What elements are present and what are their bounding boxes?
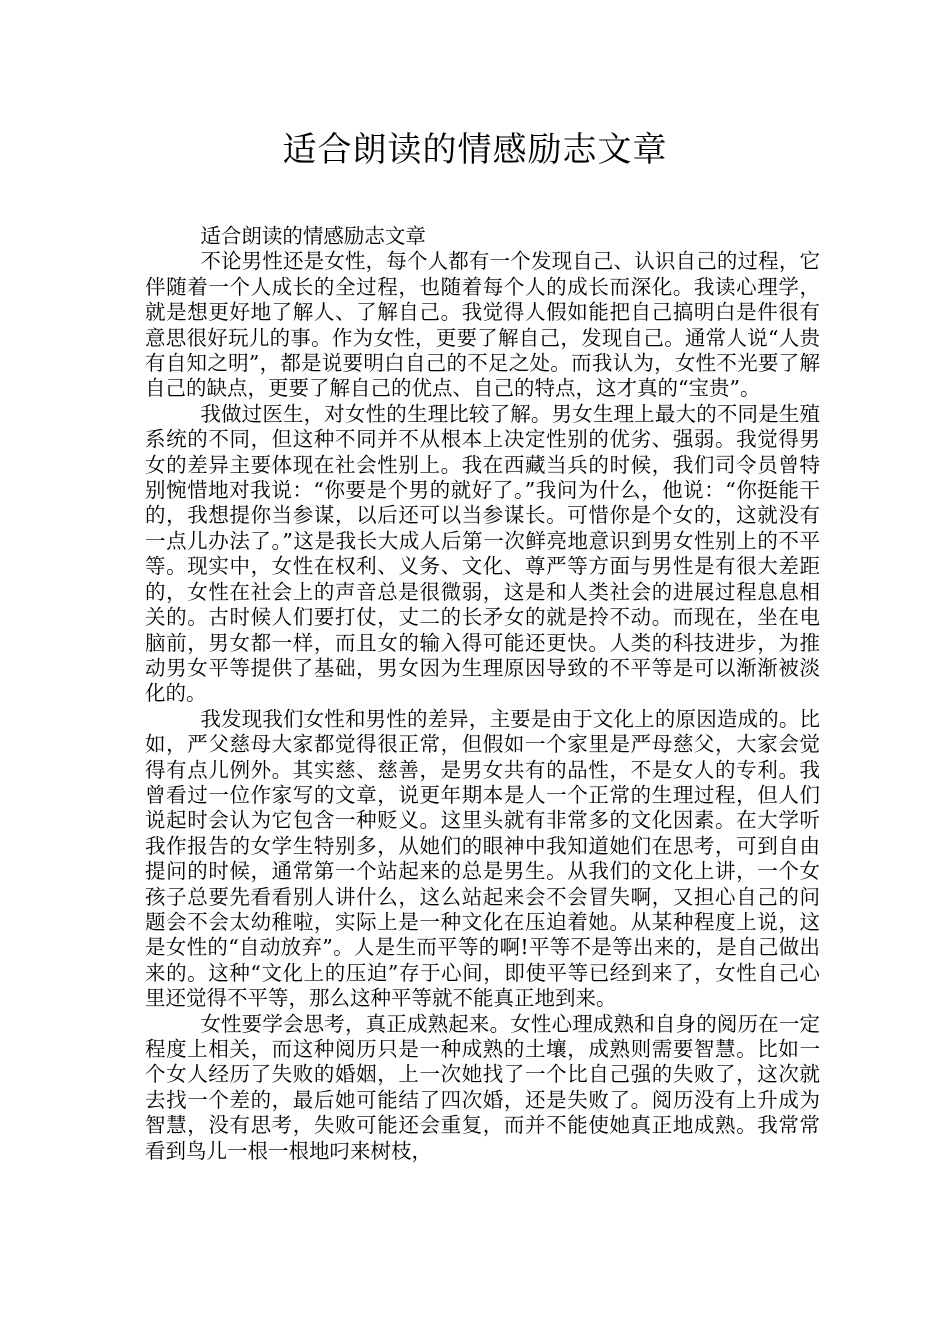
document-body — [145, 224, 820, 1164]
paragraph-subtitle: 适合朗读的情感励志文章 — [200, 224, 426, 248]
document-title: 适合朗读的情感励志文章 — [282, 130, 668, 170]
paragraph: 我发现我们女性和男性的差异，主要是由于文化上的原因造成的。比如，严父慈母大家都觉得很正常，但假如一个家里是严母慈父，大家会觉得有点儿例外。其实慈、慈善，是男女共有的品性，不是女人的专利。我曾看过一位作家写的文章，说更年期本是人一个正常的生理过程，但人们说起时会认为它包含一种贬义。这里头就有非常多的文化因素。在大学听我作报告的女学生特别多，从她们的眼神中我知道她们在思考，可到自由提问的时候，通常第一个站起来的总是男生。从我们的文化上讲，一个女孩子总要先看看别人讲什么，这么站起来会不会冒失啊，又担心自己的问题会不会太幼稚啦，实际上是一种文化在压迫着她。从某种程度上说，这是女性的“自动放弃”。人是生而平等的啊!平等不是等出来的，是自己做出来的。这种“文化上的压迫”存于心间，即使平等已经到来了，女性自己心里还觉得不平等，那么这种平等就不能真正地到来。 — [145, 706, 820, 1011]
paragraph: 我做过医生，对女性的生理比较了解。男女生理上最大的不同是生殖系统的不同，但这种不同并不从根本上决定性别的优劣、强弱。我觉得男女的差异主要体现在社会性别上。我在西藏当兵的时候，我们司令员曾特别惋惜地对我说：“你要是个男的就好了。”我问为什么，他说：“你挺能干的，我想提你当参谋，以后还可以当参谋长。可惜你是个女的，这就没有一点儿办法了。”这是我长大成人后第一次鲜亮地意识到男女性别上的不平等。现实中，女性在权利、义务、文化、尊严等方面与男性是有很大差距的，女性在社会上的声音总是很微弱，这是和人类社会的进展过程息息相关的。古时候人们要打仗，丈二的长矛女的就是拎不动。而现在，坐在电脑前，男女都一样，而且女的输入得可能还更快。人类的科技进步，为推动男女平等提供了基础，男女因为生理原因导致的不平等是可以渐渐被淡化的。 — [145, 401, 820, 706]
paragraph: 女性要学会思考，真正成熟起来。女性心理成熟和自身的阅历在一定程度上相关，而这种阅历只是一种成熟的土壤，成熟则需要智慧。比如一个女人经历了失败的婚姻，上一次她找了一个比自己强的失败了，这次就去找一个差的，最后她可能结了四次婚，还是失败了。阅历没有上升成为智慧，没有思考，失败可能还会重复，而并不能使她真正地成熟。我常常看到鸟儿一根一根地叼来树枝， — [145, 1011, 820, 1163]
paragraph: 不论男性还是女性，每个人都有一个发现自己、认识自己的过程，它伴随着一个人成长的全过程，也随着每个人的成长而深化。我读心理学，就是想更好地了解人、了解自己。我觉得人假如能把自己搞明白是件很有意思很好玩儿的事。作为女性，更要了解自己，发现自己。通常人说“人贵有自知之明”，都是说要明白自己的不足之处。而我认为，女性不光要了解自己的缺点，更要了解自己的优点、自己的特点，这才真的“宝贵”。 — [145, 249, 820, 401]
